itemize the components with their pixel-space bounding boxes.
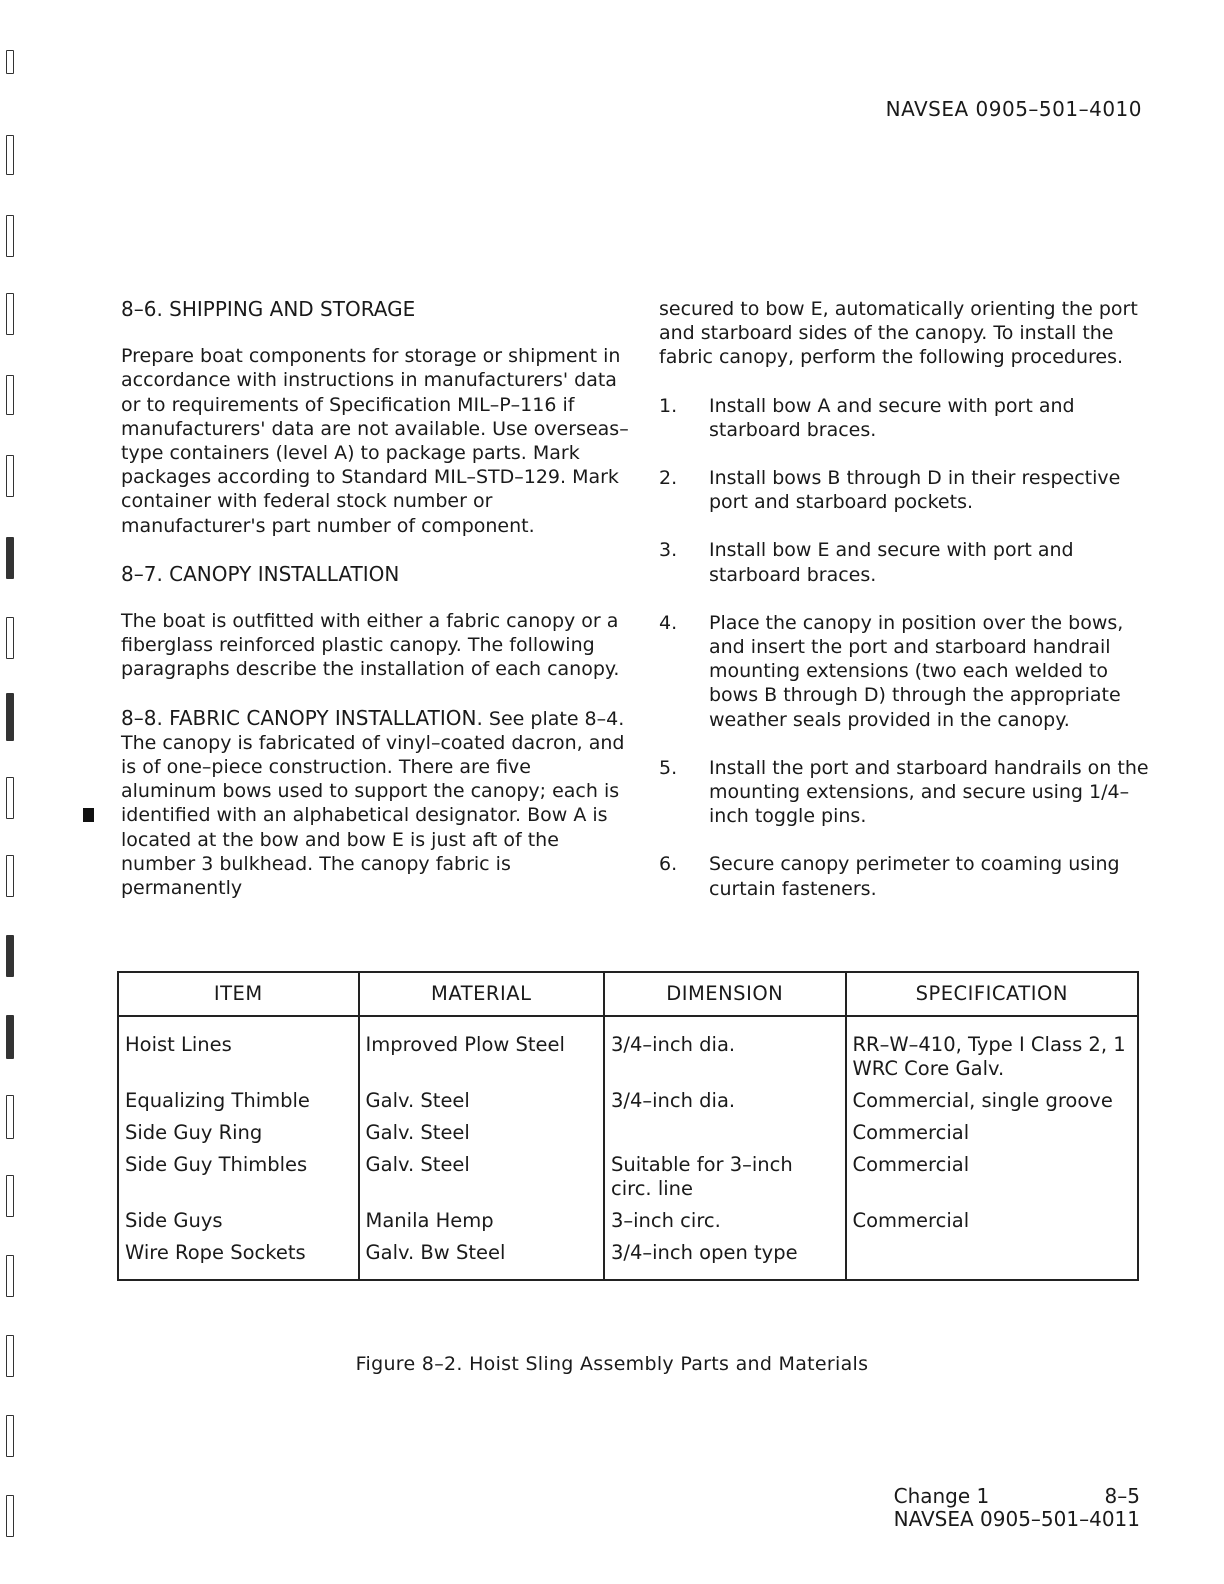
table-row <box>118 1201 1138 1233</box>
step-text: Secure canopy perimeter to coaming using curtain fasteners. <box>709 853 1120 900</box>
binding-mark <box>6 1175 14 1217</box>
step-text: Install bow E and secure with port and starboard braces. <box>709 539 1074 586</box>
procedure-step <box>659 394 1154 442</box>
header-document-code: NAVSEA 0905–501–4010 <box>885 97 1142 121</box>
binding-mark <box>6 455 14 497</box>
binding-mark <box>6 1255 14 1297</box>
binding-mark <box>6 375 14 415</box>
table-cell <box>604 1113 846 1145</box>
step-text: Place the canopy in position over the bows, and insert the port and starboard handrail mounting extensions (two each welded to bows B through D) through the appropriate weather seals provided in the canopy. <box>709 611 1124 731</box>
hoist-sling-parts-table <box>117 971 1139 1281</box>
step-number: 1. <box>659 394 678 417</box>
column-header-material: MATERIAL <box>359 972 604 1016</box>
table-cell: Wire Rope Sockets <box>118 1233 359 1280</box>
binding-mark <box>6 693 14 741</box>
footer-document-code: NAVSEA 0905–501–4011 <box>893 1507 1140 1531</box>
binding-mark <box>6 1015 14 1059</box>
table-cell: Commercial, single groove <box>846 1081 1139 1113</box>
left-column <box>121 297 631 900</box>
binding-mark <box>6 777 14 819</box>
page-number: 8–5 <box>1104 1484 1140 1508</box>
binding-mark <box>6 1495 14 1537</box>
binding-mark <box>6 50 14 74</box>
step-number: 2. <box>659 467 678 490</box>
table-cell: RR–W–410, Type I Class 2, 1 WRC Core Galv. <box>846 1016 1139 1081</box>
procedure-step <box>659 611 1154 732</box>
table-cell: Commercial <box>846 1113 1139 1145</box>
binding-mark <box>6 135 14 175</box>
table-row <box>118 1113 1138 1145</box>
table-cell: Side Guy Thimbles <box>118 1145 359 1201</box>
binding-mark <box>6 1095 14 1139</box>
section-8-8-body: See plate 8–4. The canopy is fabricated of vinyl–coated dacron, and is of one–piece construction. There are five aluminum bows used to support the canopy; each is identified with an alphabetical designator. Bow A is located at the bow and bow E is just aft of the number 3 bulkhead. The canopy fabric is permanently <box>121 707 625 900</box>
section-8-8-heading: 8–8. FABRIC CANOPY INSTALLATION. <box>121 705 483 730</box>
binding-mark <box>6 935 14 977</box>
procedure-step <box>659 852 1154 900</box>
table-cell: Galv. Bw Steel <box>359 1233 604 1280</box>
procedure-list <box>659 394 1154 901</box>
section-8-7-heading: 8–7. CANOPY INSTALLATION <box>121 561 400 586</box>
binding-mark <box>6 617 14 659</box>
step-text: Install bows B through D in their respective port and starboard pockets. <box>709 467 1121 514</box>
procedure-step <box>659 756 1154 829</box>
table-row <box>118 1145 1138 1201</box>
table-cell: Hoist Lines <box>118 1016 359 1081</box>
table-cell: Side Guy Ring <box>118 1113 359 1145</box>
step-text: Install bow A and secure with port and starboard braces. <box>709 394 1075 441</box>
table-cell: Equalizing Thimble <box>118 1081 359 1113</box>
procedure-step <box>659 538 1154 586</box>
section-8-7-body: The boat is outfitted with either a fabric canopy or a fiberglass reinforced plastic canopy. The following paragraphs describe the installation of each canopy. <box>121 610 620 681</box>
table-cell: 3/4–inch open type <box>604 1233 846 1280</box>
table-cell: 3/4–inch dia. <box>604 1016 846 1081</box>
change-bar-marker <box>83 808 94 822</box>
column-header-item: ITEM <box>118 972 359 1016</box>
table-cell: Suitable for 3–inch circ. line <box>604 1145 846 1201</box>
table-cell <box>846 1233 1139 1280</box>
section-8-6-heading: 8–6. SHIPPING AND STORAGE <box>121 297 416 321</box>
binding-hole-marks <box>6 40 16 1560</box>
binding-mark <box>6 1415 14 1457</box>
section-8-8 <box>121 706 631 901</box>
procedure-step <box>659 466 1154 514</box>
table-cell: Galv. Steel <box>359 1081 604 1113</box>
step-number: 5. <box>659 756 678 779</box>
table-cell: Improved Plow Steel <box>359 1016 604 1081</box>
step-number: 3. <box>659 539 678 562</box>
table-cell: Galv. Steel <box>359 1145 604 1201</box>
step-number: 6. <box>659 853 678 876</box>
binding-mark <box>6 537 14 579</box>
table-cell: 3/4–inch dia. <box>604 1081 846 1113</box>
table-cell: Commercial <box>846 1201 1139 1233</box>
step-text: Install the port and starboard handrails on the mounting extensions, and secure using 1/4–inch toggle pins. <box>709 756 1149 828</box>
section-8-8-continued: secured to bow E, automatically orienting the port and starboard sides of the canopy. To install the fabric canopy, perform the following procedures. <box>659 298 1138 369</box>
table-cell: Commercial <box>846 1145 1139 1201</box>
table-header-row <box>118 972 1138 1016</box>
table-cell: Manila Hemp <box>359 1201 604 1233</box>
table-row <box>118 1016 1138 1081</box>
figure-caption: Figure 8–2. Hoist Sling Assembly Parts and Materials <box>355 1353 869 1375</box>
table-row <box>118 1233 1138 1280</box>
right-column <box>659 297 1154 901</box>
section-8-6-body: Prepare boat components for storage or shipment in accordance with instructions in manufacturers' data or to requirements of Specification MIL–P–116 if manufacturers' data are not available. Use overseas–type containers (level A) to package parts. Mark packages according to Standard MIL–STD–129. Mark container with federal stock number or manufacturer's part number of component. <box>121 345 629 537</box>
table-cell: Galv. Steel <box>359 1113 604 1145</box>
binding-mark <box>6 855 14 897</box>
table-row <box>118 1081 1138 1113</box>
table-cell: 3–inch circ. <box>604 1201 846 1233</box>
column-header-specification: SPECIFICATION <box>846 972 1139 1016</box>
binding-mark <box>6 293 14 335</box>
column-header-dimension: DIMENSION <box>604 972 846 1016</box>
page-footer <box>894 1485 1140 1531</box>
binding-mark <box>6 215 14 257</box>
change-label: Change 1 <box>893 1484 990 1508</box>
step-number: 4. <box>659 611 678 634</box>
table-cell: Side Guys <box>118 1201 359 1233</box>
